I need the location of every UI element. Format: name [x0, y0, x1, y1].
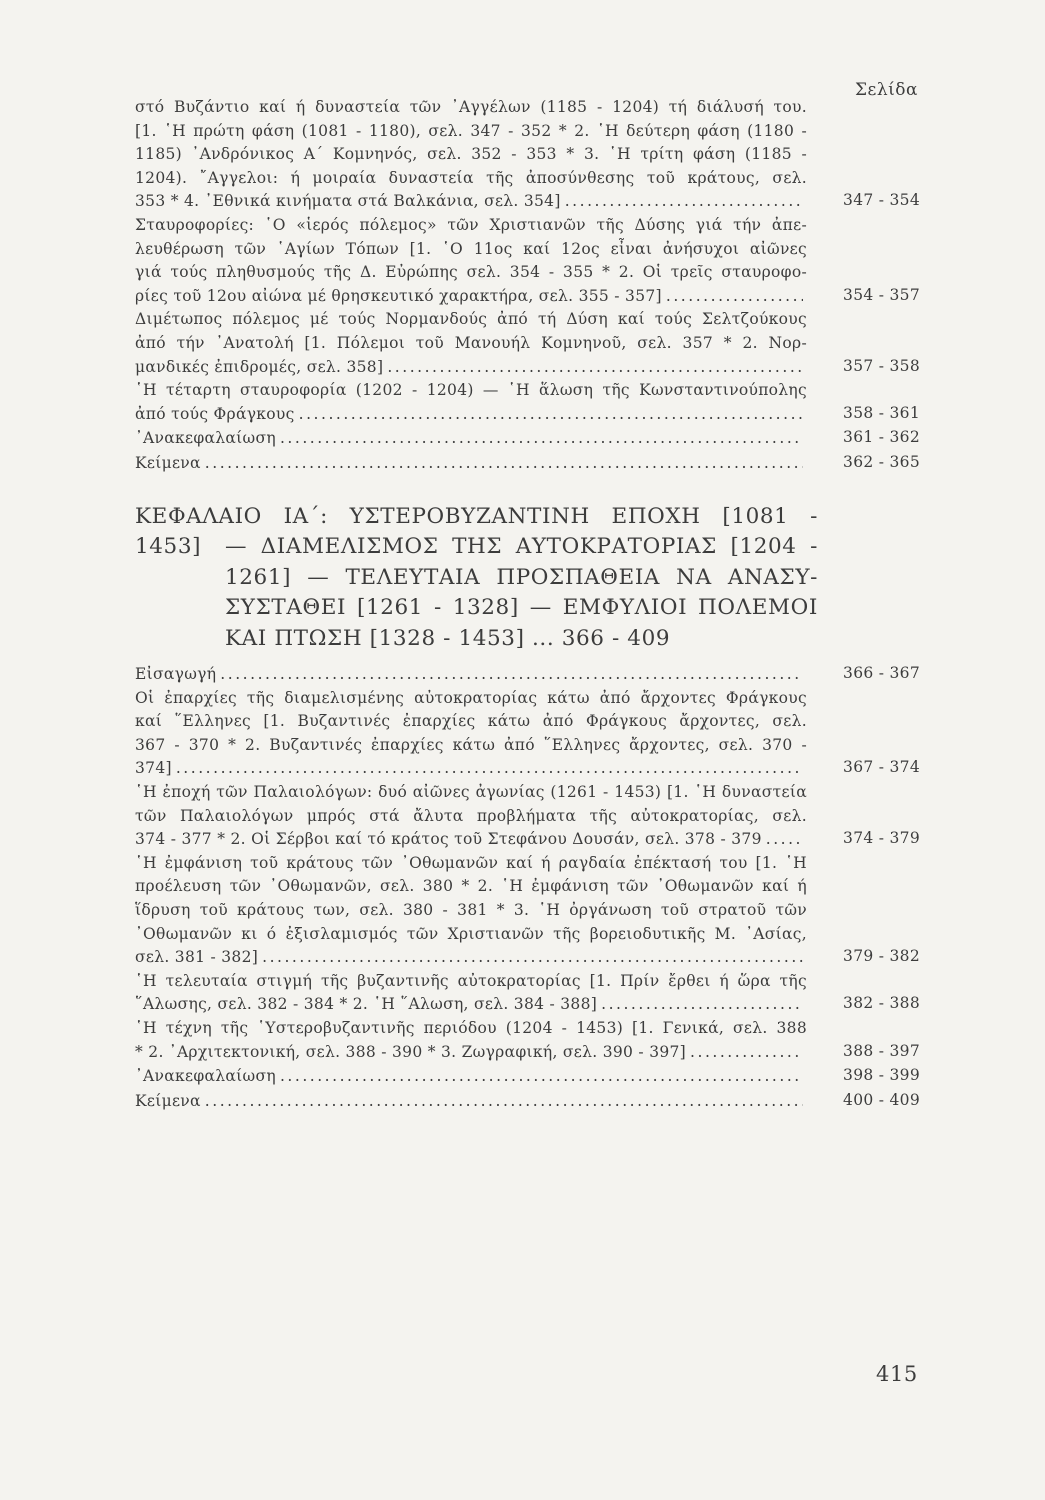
- dot-leader: [220, 663, 803, 687]
- toc-entry-pages: 388 - 397: [843, 1041, 920, 1060]
- toc-entry-text: [135, 379, 807, 426]
- toc-entry-line-text: ρίες τοῦ 12ου αἰώνα μέ θρησκευτικό χαρακτήρα, σελ. 355 - 357]: [135, 286, 662, 305]
- toc-entry-line-text: 374]: [135, 759, 172, 778]
- toc-entry-pages: 379 - 382: [843, 947, 920, 966]
- toc-entry-pages: 357 - 358: [843, 356, 920, 375]
- toc-entry-line-text: Κείμενα: [135, 1091, 201, 1110]
- toc-entry-text: [135, 214, 807, 308]
- toc-entry-line-last: [135, 1090, 807, 1114]
- dot-leader: [280, 427, 803, 451]
- chapter-heading-line: ΚΑΙ ΠΤΩΣΗ [1328 - 1453] ... 366 - 409: [225, 625, 671, 651]
- toc-entry-line: ἵδρυση τοῦ κράτους των, σελ. 380 - 381 * 3. ῾Η ὀργάνωση τοῦ στρατοῦ τῶν: [135, 900, 807, 919]
- toc-entry: [135, 451, 920, 476]
- toc-entry-text: [135, 663, 807, 687]
- toc-entry-line: λευθέρωση τῶν ῾Αγίων Τόπων [1. ῾Ο 11ος καί 12ος εἶναι ἀνήσυχοι αἰῶνες: [135, 239, 807, 258]
- toc-entry-pages: 361 - 362: [843, 428, 920, 447]
- toc-entry: [135, 1064, 920, 1089]
- toc-entry-line: τῶν Παλαιολόγων μπρός στά ἄλυτα προβλήματα τῆς αὐτοκρατορίας, σελ.: [135, 806, 807, 825]
- toc-entry-line-last: [135, 452, 807, 476]
- toc-entry-pages: 382 - 388: [843, 994, 920, 1013]
- toc-entry-pages: 366 - 367: [843, 664, 920, 682]
- toc-entry-line: 367 - 370 * 2. Βυζαντινές ἐπαρχίες κάτω ἀπό ῞Ελληνες ἄρχοντες, σελ. 370 -: [135, 735, 807, 754]
- toc-entry-line-text: ἀπό τούς Φράγκους: [135, 404, 295, 423]
- toc-entry-text: [135, 427, 807, 451]
- toc-entry-text: [135, 781, 807, 852]
- chapter-heading-line: 1261] — ΤΕΛΕΥΤΑΙΑ ΠΡΟΣΠΑΘΕΙΑ ΝΑ ΑΝΑΣΥ-: [225, 564, 818, 590]
- page-column-header: Σελίδα: [855, 80, 918, 100]
- toc-entry-pages: 374 - 379: [843, 829, 920, 848]
- toc-entry: [135, 308, 920, 379]
- toc-entry-line: Σταυροφορίες: ῾Ο «ἱερός πόλεμος» τῶν Χριστιανῶν τῆς Δύσης γιά τήν ἀπε-: [135, 215, 807, 234]
- toc-entry-line-text: 374 - 377 * 2. Οἱ Σέρβοι καί τό κράτος τοῦ Στεφάνου Δουσάν, σελ. 378 - 379: [135, 830, 762, 849]
- toc-entry-pages: 367 - 374: [843, 758, 920, 777]
- toc-entry-line-last: [135, 356, 807, 380]
- toc-entry: [135, 781, 920, 852]
- toc-entry-line: Οἱ ἐπαρχίες τῆς διαμελισμένης αὐτοκρατορίας κάτω ἀπό ἄρχοντες Φράγκους: [135, 688, 807, 707]
- toc-entry: [135, 662, 920, 687]
- toc-entry-line-text: σελ. 381 - 382]: [135, 948, 259, 967]
- dot-leader: [601, 993, 803, 1017]
- toc-entry-text: [135, 1017, 807, 1064]
- toc-entry-line-text: 353 * 4. ᾿Εθνικά κινήματα στά Βαλκάνια, σελ. 354]: [135, 192, 561, 211]
- toc-entry-line-last: [135, 285, 807, 309]
- toc-section-previous-chapter: [135, 96, 920, 476]
- toc-entry-line: ῾Η ἐμφάνιση τοῦ κράτους τῶν ᾿Οθωμανῶν καί ή ραγδαία ἐπέκτασή του [1. ῾Η: [135, 853, 807, 872]
- toc-entry-line-last: [135, 828, 807, 852]
- dot-leader: [205, 452, 803, 476]
- chapter-heading: [135, 502, 920, 655]
- toc-entry-line: ῾Η τέχνη τῆς ῾Υστεροβυζαντινῆς περιόδου (1204 - 1453) [1. Γενικά, σελ. 388: [135, 1018, 807, 1037]
- dot-leader: [666, 285, 803, 309]
- dot-leader: [176, 757, 803, 781]
- dot-leader: [766, 828, 803, 852]
- toc-entry-line-last: [135, 993, 807, 1017]
- toc-entry-line: ἀπό τήν ᾿Ανατολή [1. Πόλεμοι τοῦ Μανουήλ Κομνηνοῦ, σελ. 357 * 2. Νορ-: [135, 333, 807, 352]
- toc-entry-line-text: Εἰσαγωγή: [135, 665, 217, 683]
- toc-entry-line: ῾Η ἐποχή τῶν Παλαιολόγων: δυό αἰῶνες ἀγωνίας (1261 - 1453) [1. ῾Η δυναστεία: [135, 782, 807, 801]
- toc-entry-text: [135, 687, 807, 781]
- toc-entry-text: [135, 970, 807, 1017]
- toc-entry-pages: 400 - 409: [843, 1090, 920, 1109]
- page-number: 415: [876, 1362, 918, 1386]
- chapter-heading-line: ΚΕΦΑΛΑΙΟ ΙΑ΄: ΥΣΤΕΡΟΒΥΖΑΝΤΙΝΗ ΕΠΟΧΗ [1081 - 1453]: [135, 503, 818, 559]
- toc-entry-line-last: [135, 427, 807, 451]
- toc-entry: [135, 852, 920, 970]
- toc-entry-line: ῾Η τελευταία στιγμή τῆς βυζαντινῆς αὐτοκρατορίας [1. Πρίν ἔρθει ή ὥρα τῆς: [135, 971, 807, 990]
- toc-entry-text: [135, 1065, 807, 1089]
- toc-entry-line: 1185) ᾿Ανδρόνικος Α΄ Κομνηνός, σελ. 352 - 353 * 3. ῾Η τρίτη φάση (1185 -: [135, 145, 807, 164]
- toc-entry: [135, 1089, 920, 1114]
- chapter-heading-line: ΣΥΣΤΑΘΕΙ [1261 - 1328] — ΕΜΦΥΛΙΟΙ ΠΟΛΕΜΟΙ: [225, 595, 818, 620]
- toc-entry-line: ᾿Οθωμανῶν κι ό ἐξισλαμισμός τῶν Χριστιανῶν τῆς βορειοδυτικῆς Μ. ᾿Ασίας,: [135, 924, 807, 943]
- toc-entry: [135, 970, 920, 1017]
- toc-entry-line-text: Κείμενα: [135, 453, 201, 472]
- table-of-contents: [135, 96, 920, 1113]
- dot-leader: [280, 1065, 803, 1089]
- toc-entry-line-last: [135, 757, 807, 781]
- toc-entry-line: προέλευση τῶν ᾿Οθωμανῶν, σελ. 380 * 2. ῾Η ἐμφάνιση τῶν ᾿Οθωμανῶν καί ή: [135, 877, 807, 896]
- dot-leader: [690, 1041, 803, 1065]
- dot-leader: [262, 946, 803, 970]
- toc-entry-line: 1204). ῎Αγγελοι: ή μοιραία δυναστεία τῆς ἀποσύνθεσης τοῦ κράτους, σελ.: [135, 168, 807, 187]
- toc-entry: [135, 426, 920, 451]
- toc-entry-pages: 354 - 357: [843, 285, 920, 304]
- toc-entry: [135, 1017, 920, 1064]
- toc-entry-line-last: [135, 190, 807, 214]
- toc-entry-pages: 358 - 361: [843, 403, 920, 422]
- toc-entry-text: [135, 96, 807, 214]
- toc-entry-text: [135, 308, 807, 379]
- toc-entry-pages: 347 - 354: [843, 191, 920, 210]
- dot-leader: [387, 356, 803, 380]
- dot-leader: [565, 190, 803, 214]
- toc-entry: [135, 214, 920, 308]
- toc-entry-line-text: ᾿Ανακεφαλαίωση: [135, 429, 276, 448]
- toc-entry-line-text: ῞Αλωσης, σελ. 382 - 384 * 2. ῾Η ῞Αλωση, σελ. 384 - 388]: [135, 995, 598, 1014]
- toc-entry: [135, 96, 920, 214]
- toc-entry-line: στό Βυζάντιο καί ή δυναστεία τῶν ᾿Αγγέλων (1185 - 1204) τή διάλυσή του.: [135, 98, 807, 116]
- toc-entry-line-text: * 2. ᾿Αρχιτεκτονική, σελ. 388 - 390 * 3. Ζωγραφική, σελ. 390 - 397]: [135, 1042, 687, 1061]
- toc-entry-line-last: [135, 1041, 807, 1065]
- toc-entry-pages: 398 - 399: [843, 1066, 920, 1085]
- toc-entry-line-text: μανδικές ἐπιδρομές, σελ. 358]: [135, 357, 384, 376]
- toc-entry-line-last: [135, 403, 807, 427]
- toc-entry-line: Διμέτωπος πόλεμος μέ τούς Νορμανδούς ἀπό τή Δύση καί τούς Σελτζούκους: [135, 310, 807, 329]
- toc-entry-text: [135, 1090, 807, 1114]
- dot-leader: [299, 403, 803, 427]
- toc-entry-line: καί ῞Ελληνες [1. Βυζαντινές ἐπαρχίες κάτω ἀπό Φράγκους ἄρχοντες, σελ.: [135, 712, 807, 731]
- toc-entry-line: [1. ῾Η πρώτη φάση (1081 - 1180), σελ. 347 - 352 * 2. ῾Η δεύτερη φάση (1180 -: [135, 121, 807, 140]
- toc-entry-line-text: ᾿Ανακεφαλαίωση: [135, 1067, 276, 1086]
- toc-entry-text: [135, 852, 807, 970]
- toc-entry: [135, 687, 920, 781]
- chapter-heading-line: — ΔΙΑΜΕΛΙΣΜΟΣ ΤΗΣ ΑΥΤΟΚΡΑΤΟΡΙΑΣ [1204 -: [225, 534, 818, 559]
- toc-entry: [135, 379, 920, 426]
- toc-entry-line-last: [135, 663, 807, 687]
- toc-entry-line: γιά τούς πληθυσμούς τῆς Δ. Εὐρώπης σελ. 354 - 355 * 2. Οἱ τρεῖς σταυροφο-: [135, 263, 807, 282]
- toc-entry-line-last: [135, 946, 807, 970]
- toc-entry-line: ῾Η τέταρτη σταυροφορία (1202 - 1204) — ῾Η ἅλωση τῆς Κωνσταντινούπολης: [135, 381, 807, 400]
- toc-section-chapter-ia: [135, 662, 920, 1113]
- toc-entry-line-last: [135, 1065, 807, 1089]
- toc-entry-pages: 362 - 365: [843, 452, 920, 471]
- dot-leader: [205, 1090, 803, 1114]
- toc-entry-text: [135, 452, 807, 476]
